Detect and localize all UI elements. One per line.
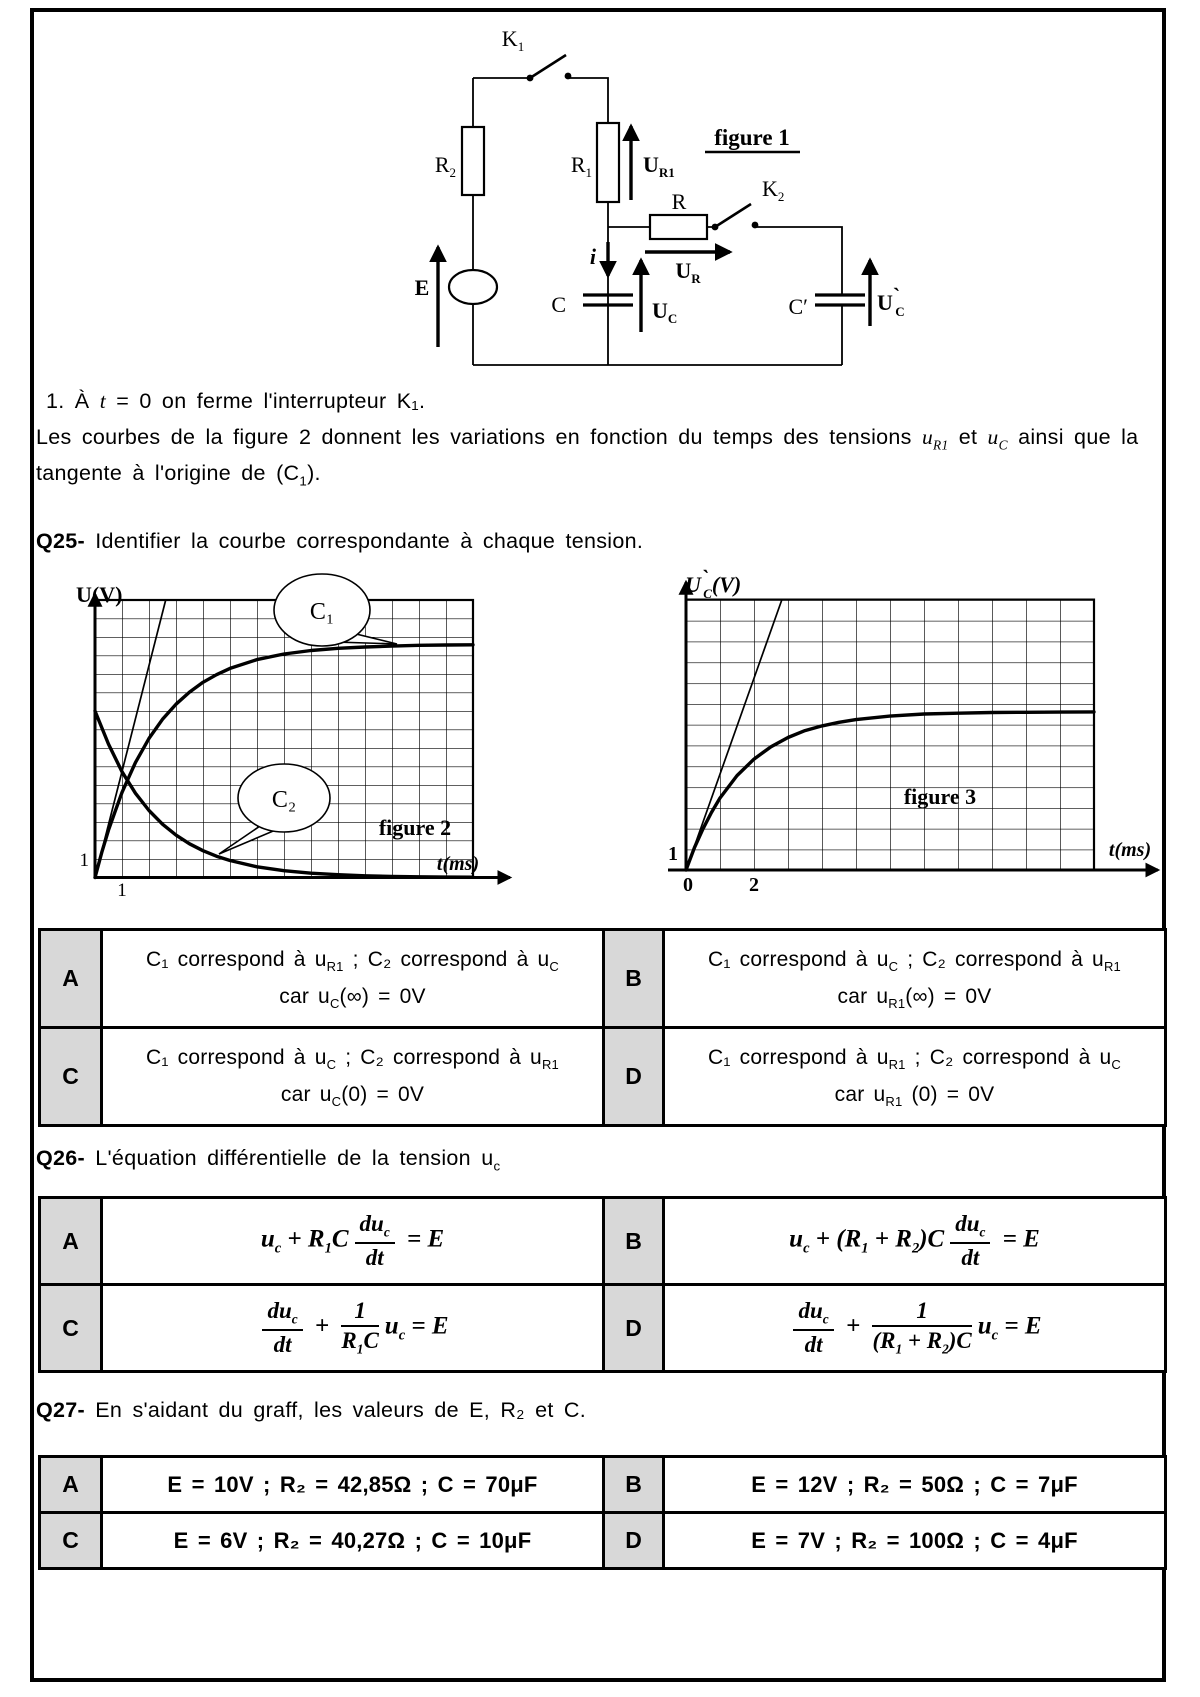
q26-answer-table: [38, 1196, 1167, 1373]
q25-option-c-text: [102, 1028, 604, 1126]
q27-text: En s'aidant du graff, les valeurs de E, R₂ et C.: [85, 1398, 586, 1422]
label-r: R: [671, 189, 687, 214]
label-i: i: [589, 244, 596, 269]
x-axis-label-figure-2: t(ms): [436, 853, 480, 875]
q27-heading: [36, 1398, 586, 1423]
q25-option-a-line2: car $u_C(\infty) = 0V$: [279, 984, 426, 1011]
q27-option-c-label: C: [40, 1513, 102, 1569]
q25-option-d-text: [664, 1028, 1166, 1126]
grid-figure-3: [686, 600, 1094, 870]
arrow-ur-group: [645, 252, 730, 286]
svg-text:C₂: C₂: [271, 787, 297, 813]
x-tick-0-figure-3: 0: [683, 874, 693, 892]
resistor-r2: [435, 127, 484, 195]
label-uc-prime: U` C: [877, 283, 905, 319]
wire-top-right: [568, 78, 608, 123]
q27-option-b-label: B: [604, 1457, 664, 1513]
q26-option-c-label: C: [40, 1285, 102, 1372]
q25-option-a-line1: C₁ correspond à $u_{R1}$ ; C₂ correspond à $u_C$: [146, 948, 559, 975]
q25-option-c-line1: C₁ correspond à $u_C$ ; C₂ correspond à $u_{R1}$: [146, 1046, 559, 1073]
switch-k1: [502, 26, 572, 81]
label-ur1: $U_{R1}$: [643, 152, 675, 180]
q25-option-a-text: [102, 930, 604, 1028]
q25-option-d-line2: car $u_{R1}$ (0) = 0V: [834, 1082, 995, 1109]
q25-option-d-label: D: [604, 1028, 664, 1126]
y-axis-label-figure-3: U` C(V): [685, 565, 742, 601]
q27-option-c-text: E = 6V ; R₂ = 40,27Ω ; C = 10μF: [102, 1513, 604, 1569]
q27-answer-table: [38, 1455, 1167, 1570]
label-c-prime: C′: [788, 294, 808, 319]
switch-k2: [712, 176, 785, 230]
q25-option-d-line1: C₁ correspond à $u_{R1}$ ; C₂ correspond à $u_C$: [708, 1046, 1121, 1073]
q25-number: Q25-: [36, 529, 85, 553]
label-r1: $R_1$: [570, 152, 592, 180]
current-arrow-i: [590, 242, 608, 276]
label-c: C: [551, 292, 566, 317]
intro-line-3: tangente à l'origine de $(C_1)$.: [36, 461, 321, 489]
y-tick-1-figure-3: 1: [668, 843, 678, 865]
q26-number: Q26-: [36, 1146, 85, 1170]
figure-3-caption: figure 3: [903, 784, 977, 809]
q26-option-a-label: A: [40, 1198, 102, 1285]
label-uc: $U_C$: [652, 298, 678, 326]
figure-2-caption: figure 2: [378, 815, 452, 840]
q25-option-b-line1: C₁ correspond à $u_C$ ; C₂ correspond à $u_{R1}$: [708, 948, 1121, 975]
q25-option-c-label: C: [40, 1028, 102, 1126]
intro-line-2: Les courbes de la figure 2 donnent les variations en fonction du temps des tensions $u_{R1}$ et $u_C$ ainsi que la: [36, 425, 1139, 453]
q25-option-c-line2: car $u_C(0) = 0V$: [280, 1082, 425, 1109]
q27-option-d-label: D: [604, 1513, 664, 1569]
q26-option-c-formula: $\frac{du_c}{dt}$ + $\frac{1}{R_1C}$ $u_c = E$: [102, 1285, 604, 1372]
q26-option-b-label: B: [604, 1198, 664, 1285]
resistor-r: [650, 189, 707, 239]
intro-line-1: 1. À t = 0 on ferme l'interrupteur K₁.: [46, 389, 426, 413]
q26-heading: [36, 1146, 500, 1173]
label-ur: $U_R$: [675, 258, 701, 286]
q26-text: L'équation différentielle de la tension $u_c$: [85, 1146, 501, 1174]
figure-1-caption: [705, 125, 800, 152]
q27-option-b-text: E = 12V ; R₂ = 50Ω ; C = 7μF: [664, 1457, 1166, 1513]
q26-option-d-label: D: [604, 1285, 664, 1372]
y-axis-label-figure-2: U(V): [76, 582, 123, 607]
q27-number: Q27-: [36, 1398, 85, 1422]
voltage-source-e: [415, 247, 497, 347]
q25-option-b-label: B: [604, 930, 664, 1028]
q27-option-a-label: A: [40, 1457, 102, 1513]
q25-option-b-text: [664, 930, 1166, 1028]
label-r2: $R_2$: [434, 152, 456, 180]
q27-option-a-text: E = 10V ; R₂ = 42,85Ω ; C = 70μF: [102, 1457, 604, 1513]
q27-option-d-text: E = 7V ; R₂ = 100Ω ; C = 4μF: [664, 1513, 1166, 1569]
q25-option-b-line2: car $u_{R1}(\infty) = 0V$: [837, 984, 992, 1011]
q25-text: Identifier la courbe correspondante à chaque tension.: [85, 529, 644, 553]
chart-figure-3: [610, 520, 1190, 892]
capacitor-c: [551, 260, 677, 332]
x-tick-1-figure-2: 1: [117, 880, 127, 900]
x-axis-label-figure-3: t(ms): [1108, 839, 1152, 861]
q26-option-a-formula: $u_c + R_1C$ $\frac{du_c}{dt}$ = E: [102, 1198, 604, 1285]
y-tick-1-figure-2: 1: [79, 850, 89, 871]
label-k2: $K_2$: [762, 176, 785, 204]
svg-text:C₁: C₁: [309, 599, 335, 625]
q25-option-a-label: A: [40, 930, 102, 1028]
x-tick-2-figure-3: 2: [749, 874, 759, 892]
resistor-r1: [571, 123, 675, 202]
circuit-figure-1: [400, 20, 920, 375]
label-k1: $K_1$: [501, 26, 525, 54]
svg-text:figure 1: figure 1: [714, 125, 790, 150]
capacitor-c-prime: [789, 260, 905, 326]
chart-figure-2: [60, 540, 530, 900]
q25-answer-table: [38, 928, 1167, 1127]
q26-option-d-formula: $\frac{du_c}{dt}$ + $\frac{1}{(R_1 + R_2)C}$ $u_c = E$: [664, 1285, 1166, 1372]
label-e: E: [414, 275, 430, 300]
q26-option-b-formula: $u_c + (R_1 + R_2)C$ $\frac{du_c}{dt}$ = E: [664, 1198, 1166, 1285]
